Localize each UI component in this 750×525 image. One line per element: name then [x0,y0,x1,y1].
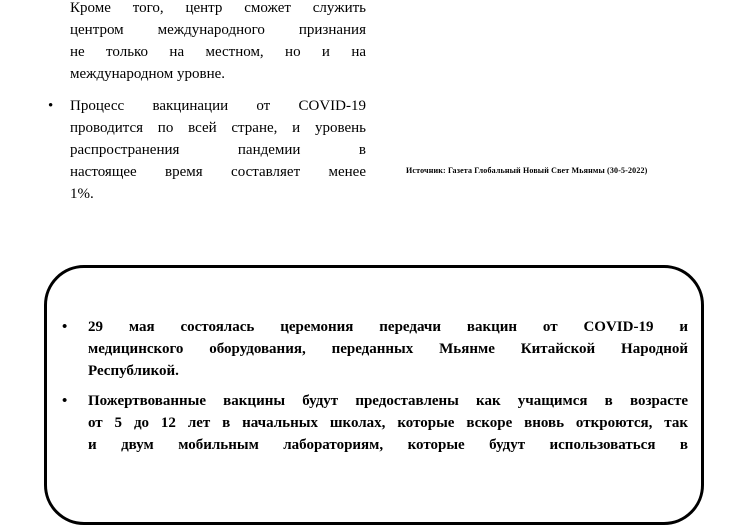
text-line: от 5 до 12 лет в начальных школах, которые вскоре вновь откроются, так [88,415,688,431]
text-line: Республикой. [88,363,179,379]
text-line: проводится по всей стране, и уровень [70,120,366,136]
text-line: не только на местном, но и на [70,44,366,60]
source-caption: Источник: Газета Глобальный Новый Свет Мьянмы (30-5-2022) [406,166,648,175]
text-line: и двум мобильным лабораториям, которые будут использоваться в [88,437,688,453]
boxed-bullet-list [62,316,688,456]
text-line: центром международного признания [70,22,366,38]
text-line: Кроме того, центр сможет служить [70,0,366,16]
text-line: настоящее время составляет менее [70,164,366,180]
list-item-continuation [48,0,366,85]
text-line: международном уровне. [70,66,226,82]
text-line: распространения пандемии в [70,142,366,158]
text-line: медицинского оборудования, переданных Мьянме Китайской Народной [88,341,688,357]
list-item-donated-vaccines [62,390,688,456]
text-line: • 29 мая состоялась церемония передачи вакцин от COVID-19 и [88,319,688,335]
list-item-ceremony [62,316,688,382]
text-line: 1%. [70,186,94,202]
text-line: • Процесс вакцинации от COVID-19 [70,98,366,114]
list-item-vaccination [48,95,366,205]
top-bullet-list [48,0,366,205]
text-line: • Пожертвованные вакцины будут предоставлены как учащимся в возрасте [88,393,688,409]
